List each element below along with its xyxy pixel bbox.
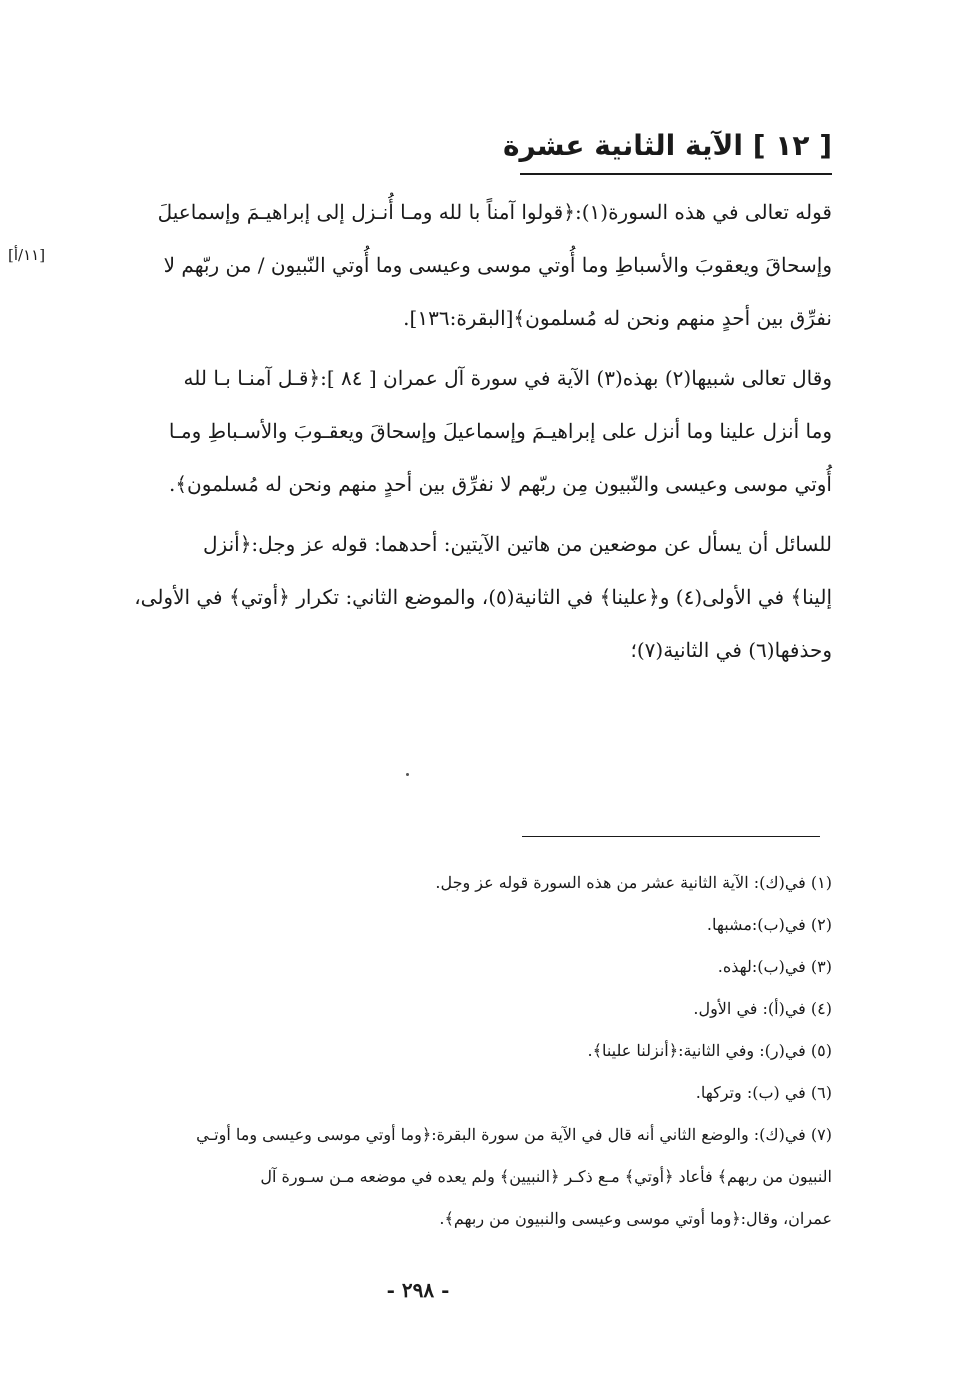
footnote-line: (٧) في(ك): والوضع الثاني أنه قال في الآية من سورة البقرة:﴿وما أوتي موسى وعيسى وما أوتـي (196, 1125, 832, 1144)
paragraph-2 (120, 352, 832, 511)
text-line: للسائل أن يسأل عن موضعين من هاتين الآيتين: أحدهما: قوله عز وجل:﴿أنزل (203, 532, 832, 556)
footnote-separator (522, 836, 820, 837)
text-line: وإسحاقَ ويعقوبَ والأسباطِ وما أُوتي موسى وعيسى وما أُوتي النّبيون / من ربّهم لا (163, 253, 832, 277)
footnote-5: (٥) في(ر): وفي الثانية:﴿أنزلنا علينا﴾. (587, 1041, 832, 1060)
footnote-line: النبيون من ربهم﴾ فأعاد ﴿أوتي﴾ مـع ذكـر ﴿النبيين﴾ ولم يعده في موضعه مـن سـورة آل (260, 1167, 832, 1186)
footnote-line: عمران، وقال:﴿وما أوتي موسى وعيسى والنبيون من ربهم﴾. (439, 1209, 832, 1228)
text-line: وما أنزل علينا وما أنزل على إبراهيـمَ وإسماعيلَ وإسحاقَ ويعقـوبَ والأسـباطِ ومـا (168, 419, 832, 443)
footnotes (80, 862, 832, 1240)
section-heading: [ ١٢ ] الآية الثانية عشرة (502, 129, 832, 162)
footnote-1: (١) في(ك): الآية الثانية عشر من هذه السورة قوله عز وجل. (435, 873, 832, 892)
scan-speck (406, 773, 409, 776)
page-number: - ٢٩٨ - (386, 1278, 450, 1302)
footnote-6: (٦) في (ب): وتركها. (695, 1083, 832, 1102)
footnote-4: (٤) في(أ): في الأول. (693, 999, 832, 1018)
paragraph-1 (120, 186, 832, 345)
text-line: قوله تعالى في هذه السورة(١):﴿قولوا آمناً با لله ومـا أُنـزل إلى إبراهيـمَ وإسماعيلَ (157, 200, 832, 224)
footnote-2: (٢) في(ب):مشبها. (706, 915, 832, 934)
text-line: إلينا﴾ في الأولى(٤) و﴿علينا﴾ في الثانية(٥)، والموضع الثاني: تكرار ﴿أوتي﴾ في الأولى، (134, 585, 832, 609)
text-line: أُوتي موسى وعيسى والنّبيون مِن ربّهم لا نفرِّق بين أحدٍ منهم ونحن له مُسلمون﴾. (168, 472, 832, 496)
paragraph-3 (120, 518, 832, 677)
text-line: وقال تعالى شبيها(٢) بهذه(٣) الآية في سورة آل عمران [ ٨٤ ]:﴿قـل آمنـا بـا لله (183, 366, 832, 390)
footnote-3: (٣) في(ب):لهذه. (717, 957, 832, 976)
text-line: نفرِّق بين أحدٍ منهم ونحن له مُسلمون﴾[البقرة:١٣٦]. (403, 306, 832, 330)
manuscript-folio-marker: [١١/أ] (8, 246, 46, 264)
text-line: وحذفها(٦) في الثانية(٧)؛ (630, 638, 832, 662)
heading-underline (520, 173, 832, 175)
footnote-7 (80, 1114, 832, 1240)
